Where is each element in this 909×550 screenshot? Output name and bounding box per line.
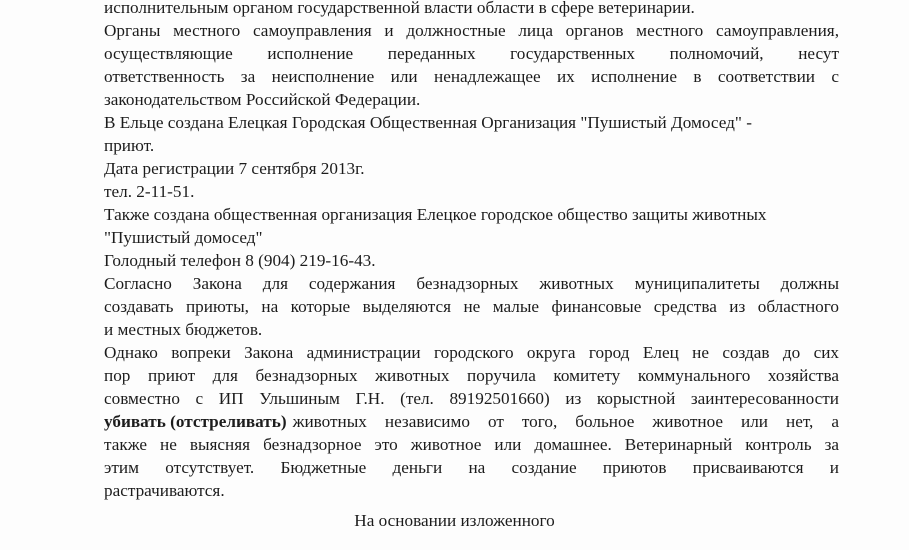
- text-line: В Ельце создана Елецкая Городская Общественная Организация "Пушистый Домосед" -: [104, 113, 752, 132]
- text-line: Голодный телефон 8 (904) 219-16-43.: [104, 251, 376, 270]
- text-line: ответственность за неисполнение или ненадлежащее их исполнение в соответствии с: [104, 67, 839, 86]
- text-line: и местных бюджетов.: [104, 320, 263, 339]
- closing-heading: На основании изложенного: [354, 511, 555, 530]
- text-line: пор приют для безнадзорных животных поручила комитету коммунального хозяйства: [104, 366, 839, 385]
- text-line: законодательством Российской Федерации.: [104, 90, 421, 109]
- text-line: "Пушистый домосед": [104, 228, 263, 247]
- text-line: Согласно Закона для содержания безнадзорных животных муниципалитеты должны: [104, 274, 839, 293]
- text-line: Дата регистрации 7 сентября 2013г.: [104, 159, 365, 178]
- text-line: Однако вопреки Закона администрации городского округа город Елец не создав до сих: [104, 343, 839, 362]
- text-line: тел. 2-11-51.: [104, 182, 195, 201]
- text-line: также не выясняя безнадзорное это животное или домашнее. Ветеринарный контроль за: [104, 435, 839, 454]
- text-line-with-bold: [104, 412, 839, 432]
- text-line: осуществляющие исполнение переданных государственных полномочий, несут: [104, 44, 839, 63]
- text-line: создавать приюты, на которые выделяются не малые финансовые средства из областного: [104, 297, 839, 316]
- text-line: растрачиваются.: [104, 481, 225, 500]
- text-line-rest: животных независимо от того, больное животное или нет, а: [292, 412, 839, 431]
- text-line: исполнительным органом государственной власти области в сфере ветеринарии.: [104, 0, 695, 17]
- text-line: приют.: [104, 136, 155, 155]
- text-line: Органы местного самоуправления и должностные лица органов местного самоуправления,: [104, 21, 839, 40]
- text-line: Также создана общественная организация Елецкое городское общество защиты животных: [104, 205, 767, 224]
- text-line: совместно с ИП Ульшиным Г.Н. (тел. 89192501660) из корыстной заинтересованности: [104, 389, 839, 408]
- bold-phrase: убивать (отстреливать): [104, 412, 287, 431]
- text-line: этим отсутствует. Бюджетные деньги на создание приютов присваиваются и: [104, 458, 839, 477]
